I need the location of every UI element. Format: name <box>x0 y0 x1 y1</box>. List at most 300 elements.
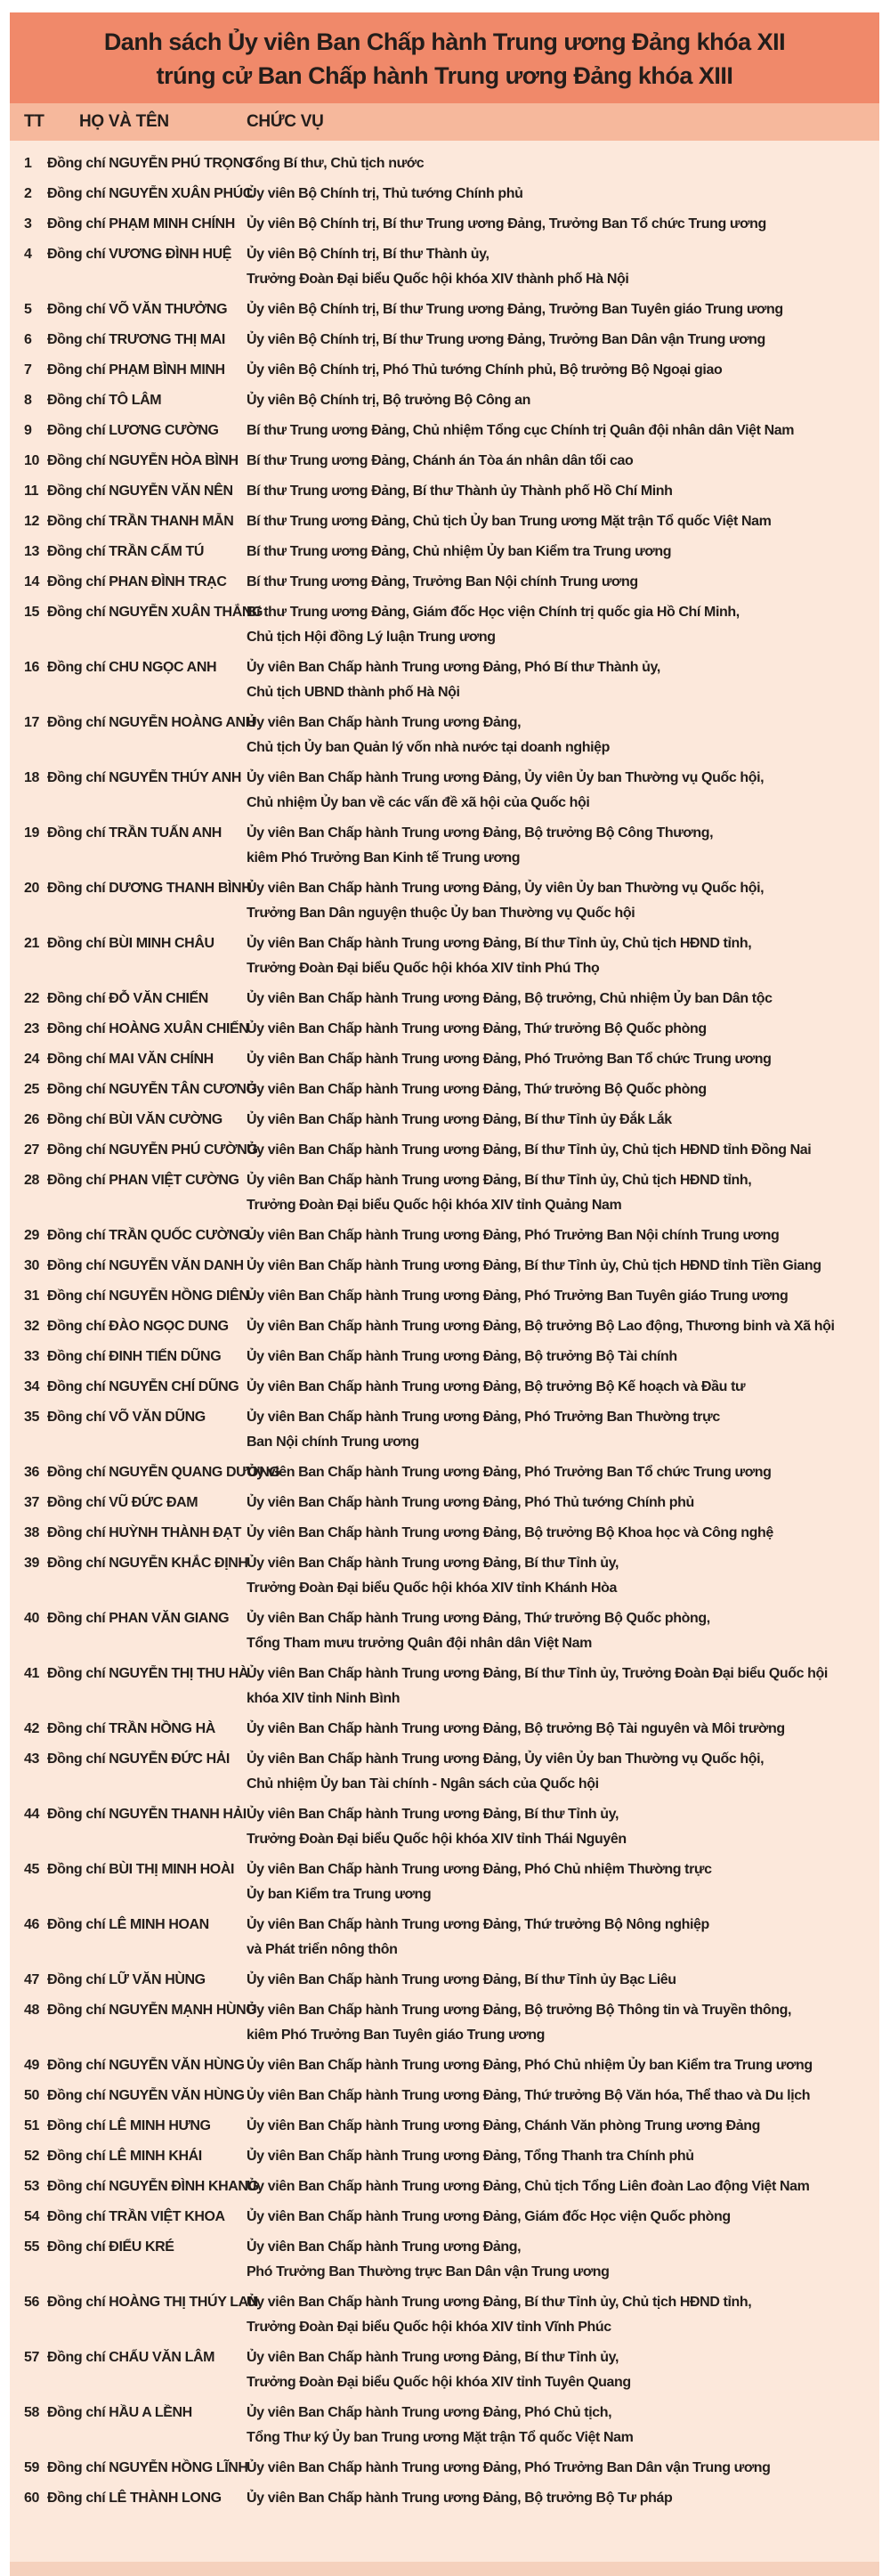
position-line: Ủy ban Kiểm tra Trung ương <box>247 1887 432 1902</box>
position-line: Ủy viên Bộ Chính trị, Bí thư Trung ương Đảng, Trưởng Ban Tuyên giáo Trung ương <box>247 302 783 317</box>
row-position <box>241 1857 874 1907</box>
table-row <box>10 2144 874 2169</box>
position-line: và Phát triển nông thôn <box>247 1942 398 1957</box>
position-line: Ủy viên Ban Chấp hành Trung ương Đảng, Phó Trưởng Ban Tuyên giáo Trung ương <box>247 1288 789 1304</box>
honorific: Đồng chí <box>47 1173 106 1188</box>
position-line: Ủy viên Ban Chấp hành Trung ương Đảng, Chủ tịch Tổng Liên đoàn Lao động Việt Nam <box>247 2179 810 2194</box>
position-line: Ủy viên Ban Chấp hành Trung ương Đảng, Bí thư Tỉnh ủy Bạc Liêu <box>247 1972 676 1987</box>
position-line: Chủ tịch UBND thành phố Hà Nội <box>247 685 460 700</box>
position-line: Ủy viên Ban Chấp hành Trung ương Đảng, Bí thư Tỉnh ủy, Chủ tịch HĐND tỉnh, <box>247 1173 752 1188</box>
position-line: Ủy viên Ban Chấp hành Trung ương Đảng, <box>247 2239 522 2255</box>
table-row <box>10 2053 874 2078</box>
position-line: Bí thư Trung ương Đảng, Giám đốc Học viện Chính trị quốc gia Hồ Chí Minh, <box>247 605 740 620</box>
position-line: Trưởng Đoàn Đại biểu Quốc hội khóa XIV tỉnh Phú Thọ <box>247 961 600 976</box>
position-line: Ủy viên Bộ Chính trị, Bí thư Trung ương Đảng, Trưởng Ban Dân vận Trung ương <box>247 332 765 347</box>
row-number: 60 <box>24 2491 39 2506</box>
honorific: Đồng chí <box>47 1228 106 1243</box>
table-row <box>10 876 874 926</box>
member-name: MAI VĂN CHÍNH <box>109 1052 214 1067</box>
row-position <box>241 1998 874 2048</box>
row-number: 8 <box>24 393 32 408</box>
row-name <box>44 1314 241 1339</box>
row-position <box>241 479 874 504</box>
row-number: 31 <box>24 1288 39 1304</box>
table-row <box>10 1108 874 1133</box>
row-number: 11 <box>24 484 39 499</box>
position-line: Ủy viên Ban Chấp hành Trung ương Đảng, Bí thư Tỉnh ủy, Trưởng Đoàn Đại biểu Quốc hội <box>247 1666 828 1681</box>
table-row <box>10 2114 874 2139</box>
row-name <box>44 1108 241 1133</box>
position-line: Bí thư Trung ương Đảng, Chủ tịch Ủy ban Trung ương Mặt trận Tổ quốc Việt Nam <box>247 514 772 529</box>
row-name <box>44 1521 241 1546</box>
honorific: Đồng chí <box>47 574 106 589</box>
row-name <box>44 1998 257 2023</box>
honorific: Đồng chí <box>47 156 106 171</box>
member-name: CHẨU VĂN LÂM <box>109 2350 215 2365</box>
table-row <box>10 766 874 816</box>
member-name: LÊ MINH HOAN <box>109 1917 209 1932</box>
row-name <box>44 655 241 680</box>
row-name <box>44 1168 241 1193</box>
member-name: NGUYỄN TÂN CƯƠNG <box>109 1082 257 1097</box>
table-row <box>10 1017 874 1042</box>
row-number: 55 <box>24 2239 39 2255</box>
honorific: Đồng chí <box>47 302 106 317</box>
position-line: Ủy viên Ban Chấp hành Trung ương Đảng, Bộ trưởng Bộ Thông tin và Truyền thông, <box>247 2003 792 2018</box>
row-position <box>241 2053 874 2078</box>
row-position <box>241 1314 874 1339</box>
row-number: 36 <box>24 1465 39 1480</box>
row-number: 40 <box>24 1611 39 1626</box>
row-number: 33 <box>24 1349 39 1364</box>
member-name: TRẦN THANH MẪN <box>109 514 234 529</box>
row-number: 9 <box>24 423 32 438</box>
row-position <box>241 1077 874 1102</box>
row-name <box>44 358 241 383</box>
honorific: Đồng chí <box>47 2209 106 2224</box>
member-name: NGUYỄN PHÚ TRỌNG <box>109 156 254 171</box>
position-line: Bí thư Trung ương Đảng, Chánh án Tòa án nhân dân tối cao <box>247 453 634 468</box>
honorific: Đồng chí <box>47 2350 106 2365</box>
row-number: 54 <box>24 2209 39 2224</box>
table-row <box>10 1047 874 1072</box>
member-name: NGUYỄN HOÀNG ANH <box>109 715 255 730</box>
honorific: Đồng chí <box>47 936 106 951</box>
members-table <box>10 12 879 2576</box>
row-name <box>44 1857 241 1882</box>
row-name <box>44 1047 241 1072</box>
row-number: 2 <box>24 186 32 201</box>
row-number: 10 <box>24 453 39 468</box>
position-line: Tổng Thư ký Ủy ban Trung ương Mặt trận Tổ quốc Việt Nam <box>247 2430 634 2445</box>
position-line: Ủy viên Ban Chấp hành Trung ương Đảng, Thứ trưởng Bộ Văn hóa, Thể thao và Du lịch <box>247 2088 811 2103</box>
member-name: NGUYỄN THỊ THU HÀ <box>109 1666 249 1681</box>
position-line: Trưởng Đoàn Đại biểu Quốc hội khóa XIV thành phố Hà Nội <box>247 272 629 287</box>
row-position <box>241 1108 874 1133</box>
table-row <box>10 1375 874 1400</box>
row-name <box>44 418 241 443</box>
member-name: DƯƠNG THANH BÌNH <box>109 881 252 896</box>
row-position <box>241 766 874 816</box>
honorific: Đồng chí <box>47 2118 106 2133</box>
row-position <box>241 509 874 534</box>
row-name <box>44 1802 247 1827</box>
honorific: Đồng chí <box>47 1052 106 1067</box>
honorific: Đồng chí <box>47 1721 106 1736</box>
row-name <box>44 1254 244 1279</box>
position-line: Ủy viên Ban Chấp hành Trung ương Đảng, Bộ trưởng Bộ Tài nguyên và Môi trường <box>247 1721 785 1736</box>
member-name: NGUYỄN CHÍ DŨNG <box>109 1379 239 1394</box>
table-row <box>10 479 874 504</box>
position-line: Trưởng Đoàn Đại biểu Quốc hội khóa XIV tỉnh Thái Nguyên <box>247 1832 627 1847</box>
table-row <box>10 297 874 322</box>
table-row <box>10 388 874 413</box>
honorific: Đồng chí <box>47 2295 106 2310</box>
honorific: Đồng chí <box>47 1021 106 1036</box>
row-number: 5 <box>24 302 32 317</box>
row-name <box>44 1138 258 1163</box>
row-name <box>44 151 254 176</box>
position-line: Tổng Bí thư, Chủ tịch nước <box>247 156 425 171</box>
honorific: Đồng chí <box>47 1142 106 1158</box>
row-number: 22 <box>24 991 39 1006</box>
row-number: 59 <box>24 2460 39 2475</box>
row-number: 47 <box>24 1972 39 1987</box>
position-line: Ủy viên Ban Chấp hành Trung ương Đảng, Phó Bí thư Thành ủy, <box>247 660 660 675</box>
position-line: Ủy viên Ban Chấp hành Trung ương Đảng, Chánh Văn phòng Trung ương Đảng <box>247 2118 761 2133</box>
member-name: PHAN VĂN GIANG <box>109 1611 230 1626</box>
table-row <box>10 358 874 383</box>
table-row <box>10 821 874 871</box>
member-name: NGUYỄN HỒNG DIÊN <box>109 1288 249 1304</box>
row-name <box>44 2114 241 2139</box>
row-position <box>241 2235 874 2285</box>
member-name: HẦU A LỀNH <box>109 2405 192 2420</box>
row-position <box>241 358 874 383</box>
row-number: 58 <box>24 2405 39 2420</box>
row-name <box>44 2486 241 2511</box>
row-number: 50 <box>24 2088 39 2103</box>
table-row <box>10 212 874 237</box>
position-line: Chủ nhiệm Ủy ban Tài chính - Ngân sách của Quốc hội <box>247 1776 599 1792</box>
table-row <box>10 1223 874 1248</box>
position-line: Ủy viên Ban Chấp hành Trung ương Đảng, Bộ trưởng Bộ Khoa học và Công nghệ <box>247 1525 773 1540</box>
row-position <box>241 1521 874 1546</box>
row-number: 23 <box>24 1021 39 1036</box>
honorific: Đồng chí <box>47 2003 106 2018</box>
position-line: Ủy viên Ban Chấp hành Trung ương Đảng, Bí thư Tỉnh ủy, Chủ tịch HĐND tỉnh, <box>247 936 752 951</box>
position-line: Bí thư Trung ương Đảng, Chủ nhiệm Ủy ban Kiểm tra Trung ương <box>247 544 672 559</box>
honorific: Đồng chí <box>47 1258 106 1273</box>
row-name <box>44 876 252 901</box>
row-name <box>44 328 241 353</box>
member-name: NGUYỄN QUANG DƯƠNG <box>109 1465 280 1480</box>
member-name: TRẦN CẨM TÚ <box>109 544 204 559</box>
row-position <box>241 1662 874 1711</box>
row-position <box>241 449 874 474</box>
honorific: Đồng chí <box>47 1807 106 1822</box>
row-name <box>44 1913 241 1938</box>
row-number: 26 <box>24 1112 39 1127</box>
row-number: 16 <box>24 660 39 675</box>
row-name <box>44 182 253 207</box>
row-name <box>44 2401 241 2426</box>
position-line: Ủy viên Ban Chấp hành Trung ương Đảng, Phó Trưởng Ban Dân vận Trung ương <box>247 2460 771 2475</box>
member-name: NGUYỄN HÒA BÌNH <box>109 453 239 468</box>
row-position <box>241 418 874 443</box>
row-position <box>241 2114 874 2139</box>
position-line: Ủy viên Ban Chấp hành Trung ương Đảng, Thứ trưởng Bộ Quốc phòng, <box>247 1611 710 1626</box>
row-number: 44 <box>24 1807 39 1822</box>
table-row <box>10 600 874 650</box>
row-position <box>241 1747 874 1797</box>
member-name: ĐIỂU KRÉ <box>109 2239 174 2255</box>
row-name <box>44 1662 249 1686</box>
table-row <box>10 1662 874 1711</box>
row-position <box>241 655 874 705</box>
honorific: Đồng chí <box>47 825 106 841</box>
row-name <box>44 540 241 565</box>
row-number: 48 <box>24 2003 39 2018</box>
honorific: Đồng chí <box>47 1495 106 1510</box>
row-number: 34 <box>24 1379 39 1394</box>
honorific: Đồng chí <box>47 1917 106 1932</box>
table-row <box>10 2084 874 2109</box>
position-line: Phó Trưởng Ban Thường trực Ban Dân vận Trung ương <box>247 2264 610 2279</box>
member-name: BÙI VĂN CƯỜNG <box>109 1112 222 1127</box>
row-number: 27 <box>24 1142 39 1158</box>
position-line: Ủy viên Ban Chấp hành Trung ương Đảng, Phó Trưởng Ban Thường trực <box>247 1410 720 1425</box>
position-line: Ủy viên Bộ Chính trị, Thủ tướng Chính phủ <box>247 186 523 201</box>
honorific: Đồng chí <box>47 991 106 1006</box>
row-position <box>241 987 874 1012</box>
column-header-no: TT <box>24 112 44 131</box>
position-line: Ủy viên Ban Chấp hành Trung ương Đảng, Bí thư Tỉnh ủy, Chủ tịch HĐND tỉnh Tiền Giang <box>247 1258 821 1273</box>
row-name <box>44 2084 245 2109</box>
honorific: Đồng chí <box>47 393 106 408</box>
table-row <box>10 2174 874 2199</box>
row-position <box>241 540 874 565</box>
row-name <box>44 449 241 474</box>
table-row <box>10 509 874 534</box>
honorific: Đồng chí <box>47 605 106 620</box>
row-name <box>44 1077 257 1102</box>
honorific: Đồng chí <box>47 1379 106 1394</box>
member-name: LƯƠNG CƯỜNG <box>109 423 219 438</box>
position-line: Trưởng Đoàn Đại biểu Quốc hội khóa XIV tỉnh Tuyên Quang <box>247 2375 631 2390</box>
member-name: VƯƠNG ĐÌNH HUỆ <box>109 247 232 262</box>
row-name <box>44 1284 249 1309</box>
member-name: ĐINH TIẾN DŨNG <box>109 1349 222 1364</box>
position-line: kiêm Phó Trưởng Ban Tuyên giáo Trung ương <box>247 2027 546 2043</box>
member-name: ĐỖ VĂN CHIẾN <box>109 991 208 1006</box>
honorific: Đồng chí <box>47 660 106 675</box>
position-line: Ủy viên Bộ Chính trị, Bí thư Trung ương Đảng, Trưởng Ban Tổ chức Trung ương <box>247 216 766 232</box>
member-name: PHẠM MINH CHÍNH <box>109 216 235 232</box>
member-name: LÊ MINH KHÁI <box>109 2149 202 2164</box>
honorific: Đồng chí <box>47 770 106 785</box>
row-number: 25 <box>24 1082 39 1097</box>
row-name <box>44 297 241 322</box>
position-line: Ủy viên Ban Chấp hành Trung ương Đảng, Tổng Thanh tra Chính phủ <box>247 2149 694 2164</box>
position-line: Ủy viên Bộ Chính trị, Phó Thủ tướng Chính phủ, Bộ trưởng Bộ Ngoại giao <box>247 362 723 378</box>
position-line: Ủy viên Bộ Chính trị, Bộ trưởng Bộ Công an <box>247 393 531 408</box>
row-position <box>241 1168 874 1218</box>
table-row <box>10 1284 874 1309</box>
row-number: 17 <box>24 715 39 730</box>
row-name <box>44 600 263 625</box>
row-number: 14 <box>24 574 39 589</box>
position-line: Chủ tịch Ủy ban Quản lý vốn nhà nước tại doanh nghiệp <box>247 740 611 755</box>
row-position <box>241 1284 874 1309</box>
table-row <box>10 1314 874 1339</box>
honorific: Đồng chí <box>47 453 106 468</box>
row-name <box>44 509 241 534</box>
table-row <box>10 1606 874 1656</box>
table-row <box>10 1968 874 1993</box>
row-name <box>44 1717 241 1742</box>
position-line: Bí thư Trung ương Đảng, Trưởng Ban Nội chính Trung ương <box>247 574 638 589</box>
row-name <box>44 570 241 595</box>
position-line: Ban Nội chính Trung ương <box>247 1434 419 1450</box>
row-number: 7 <box>24 362 32 378</box>
row-position <box>241 1223 874 1248</box>
row-number: 6 <box>24 332 32 347</box>
row-position <box>241 242 874 292</box>
row-number: 12 <box>24 514 39 529</box>
table-row <box>10 1345 874 1369</box>
position-line: Ủy viên Ban Chấp hành Trung ương Đảng, Phó Trưởng Ban Tổ chức Trung ương <box>247 1465 772 1480</box>
member-name: TRẦN QUỐC CƯỜNG <box>109 1228 250 1243</box>
member-name: LÊ MINH HƯNG <box>109 2118 211 2133</box>
honorific: Đồng chí <box>47 1349 106 1364</box>
row-name <box>44 2235 241 2260</box>
row-position <box>241 2290 874 2340</box>
row-number: 21 <box>24 936 39 951</box>
table-row <box>10 540 874 565</box>
position-line: Ủy viên Ban Chấp hành Trung ương Đảng, Thứ trưởng Bộ Nông nghiệp <box>247 1917 709 1932</box>
row-number: 18 <box>24 770 39 785</box>
position-line: Trưởng Đoàn Đại biểu Quốc hội khóa XIV tỉnh Khánh Hòa <box>247 1581 618 1596</box>
row-position <box>241 1047 874 1072</box>
honorific: Đồng chí <box>47 1410 106 1425</box>
row-name <box>44 711 255 735</box>
row-number: 43 <box>24 1751 39 1767</box>
row-position <box>241 931 874 981</box>
honorific: Đồng chí <box>47 544 106 559</box>
honorific: Đồng chí <box>47 2405 106 2420</box>
honorific: Đồng chí <box>47 247 106 262</box>
position-line: Ủy viên Ban Chấp hành Trung ương Đảng, Phó Trưởng Ban Tổ chức Trung ương <box>247 1052 772 1067</box>
row-position <box>241 182 874 207</box>
row-name <box>44 2144 241 2169</box>
position-line: Ủy viên Ban Chấp hành Trung ương Đảng, Phó Chủ nhiệm Ủy ban Kiểm tra Trung ương <box>247 2058 813 2073</box>
table-row <box>10 1077 874 1102</box>
row-position <box>241 1968 874 1993</box>
row-name <box>44 212 241 237</box>
row-position <box>241 1606 874 1656</box>
honorific: Đồng chí <box>47 1112 106 1127</box>
table-row <box>10 1521 874 1546</box>
document-title <box>10 12 879 103</box>
honorific: Đồng chí <box>47 881 106 896</box>
table-row <box>10 449 874 474</box>
position-line: Ủy viên Ban Chấp hành Trung ương Đảng, Bộ trưởng Bộ Tài chính <box>247 1349 677 1364</box>
honorific: Đồng chí <box>47 1556 106 1571</box>
member-name: NGUYỄN HỒNG LĨNH <box>109 2460 248 2475</box>
member-name: ĐÀO NGỌC DUNG <box>109 1319 229 1334</box>
row-position <box>241 1375 874 1400</box>
member-name: LỮ VĂN HÙNG <box>109 1972 206 1987</box>
member-name: NGUYỄN ĐÌNH KHANG <box>109 2179 259 2194</box>
member-rows <box>10 141 879 2511</box>
row-number: 30 <box>24 1258 39 1273</box>
table-row <box>10 1913 874 1962</box>
row-position <box>241 388 874 413</box>
table-row <box>10 655 874 705</box>
position-line: Bí thư Trung ương Đảng, Bí thư Thành ủy Thành phố Hồ Chí Minh <box>247 484 673 499</box>
title-line-2: trúng cử Ban Chấp hành Trung ương Đảng khóa XIII <box>156 62 733 89</box>
row-number: 46 <box>24 1917 39 1932</box>
honorific: Đồng chí <box>47 2149 106 2164</box>
row-name <box>44 1968 241 1993</box>
row-position <box>241 2401 874 2450</box>
table-row <box>10 2401 874 2450</box>
table-row <box>10 1717 874 1742</box>
position-line: Ủy viên Ban Chấp hành Trung ương Đảng, Phó Chủ nhiệm Thường trực <box>247 1862 712 1877</box>
row-number: 49 <box>24 2058 39 2073</box>
row-position <box>241 1017 874 1042</box>
member-name: CHU NGỌC ANH <box>109 660 217 675</box>
row-position <box>241 1138 874 1163</box>
position-line: Ủy viên Ban Chấp hành Trung ương Đảng, Thứ trưởng Bộ Quốc phòng <box>247 1082 707 1097</box>
honorific: Đồng chí <box>47 2460 106 2475</box>
row-number: 28 <box>24 1173 39 1188</box>
row-number: 56 <box>24 2295 39 2310</box>
member-name: BÙI THỊ MINH HOÀI <box>109 1862 235 1877</box>
table-row <box>10 1460 874 1485</box>
position-line: Ủy viên Ban Chấp hành Trung ương Đảng, Ủy viên Ủy ban Thường vụ Quốc hội, <box>247 770 765 785</box>
row-position <box>241 2345 874 2395</box>
table-row <box>10 711 874 760</box>
position-line: Ủy viên Ban Chấp hành Trung ương Đảng, Ủy viên Ủy ban Thường vụ Quốc hội, <box>247 881 765 896</box>
position-line: Ủy viên Ban Chấp hành Trung ương Đảng, <box>247 715 522 730</box>
position-line: Ủy viên Ban Chấp hành Trung ương Đảng, Bí thư Tỉnh ủy, <box>247 2350 619 2365</box>
row-position <box>241 328 874 353</box>
table-row <box>10 242 874 292</box>
honorific: Đồng chí <box>47 514 106 529</box>
honorific: Đồng chí <box>47 1751 106 1767</box>
row-number: 35 <box>24 1410 39 1425</box>
row-number: 15 <box>24 605 39 620</box>
row-position <box>241 2486 874 2511</box>
table-row <box>10 1551 874 1601</box>
row-number: 39 <box>24 1556 39 1571</box>
row-name <box>44 1375 241 1400</box>
position-line: Ủy viên Ban Chấp hành Trung ương Đảng, Phó Thủ tướng Chính phủ <box>247 1495 694 1510</box>
honorific: Đồng chí <box>47 1525 106 1540</box>
row-position <box>241 2174 874 2199</box>
table-row <box>10 1857 874 1907</box>
position-line: Ủy viên Ban Chấp hành Trung ương Đảng, Ủy viên Ủy ban Thường vụ Quốc hội, <box>247 1751 765 1767</box>
member-name: PHAN VIỆT CƯỜNG <box>109 1173 239 1188</box>
row-number: 38 <box>24 1525 39 1540</box>
table-row <box>10 418 874 443</box>
honorific: Đồng chí <box>47 2491 106 2506</box>
row-name <box>44 2205 241 2230</box>
table-row <box>10 328 874 353</box>
position-line: Ủy viên Ban Chấp hành Trung ương Đảng, Thứ trưởng Bộ Quốc phòng <box>247 1021 707 1036</box>
